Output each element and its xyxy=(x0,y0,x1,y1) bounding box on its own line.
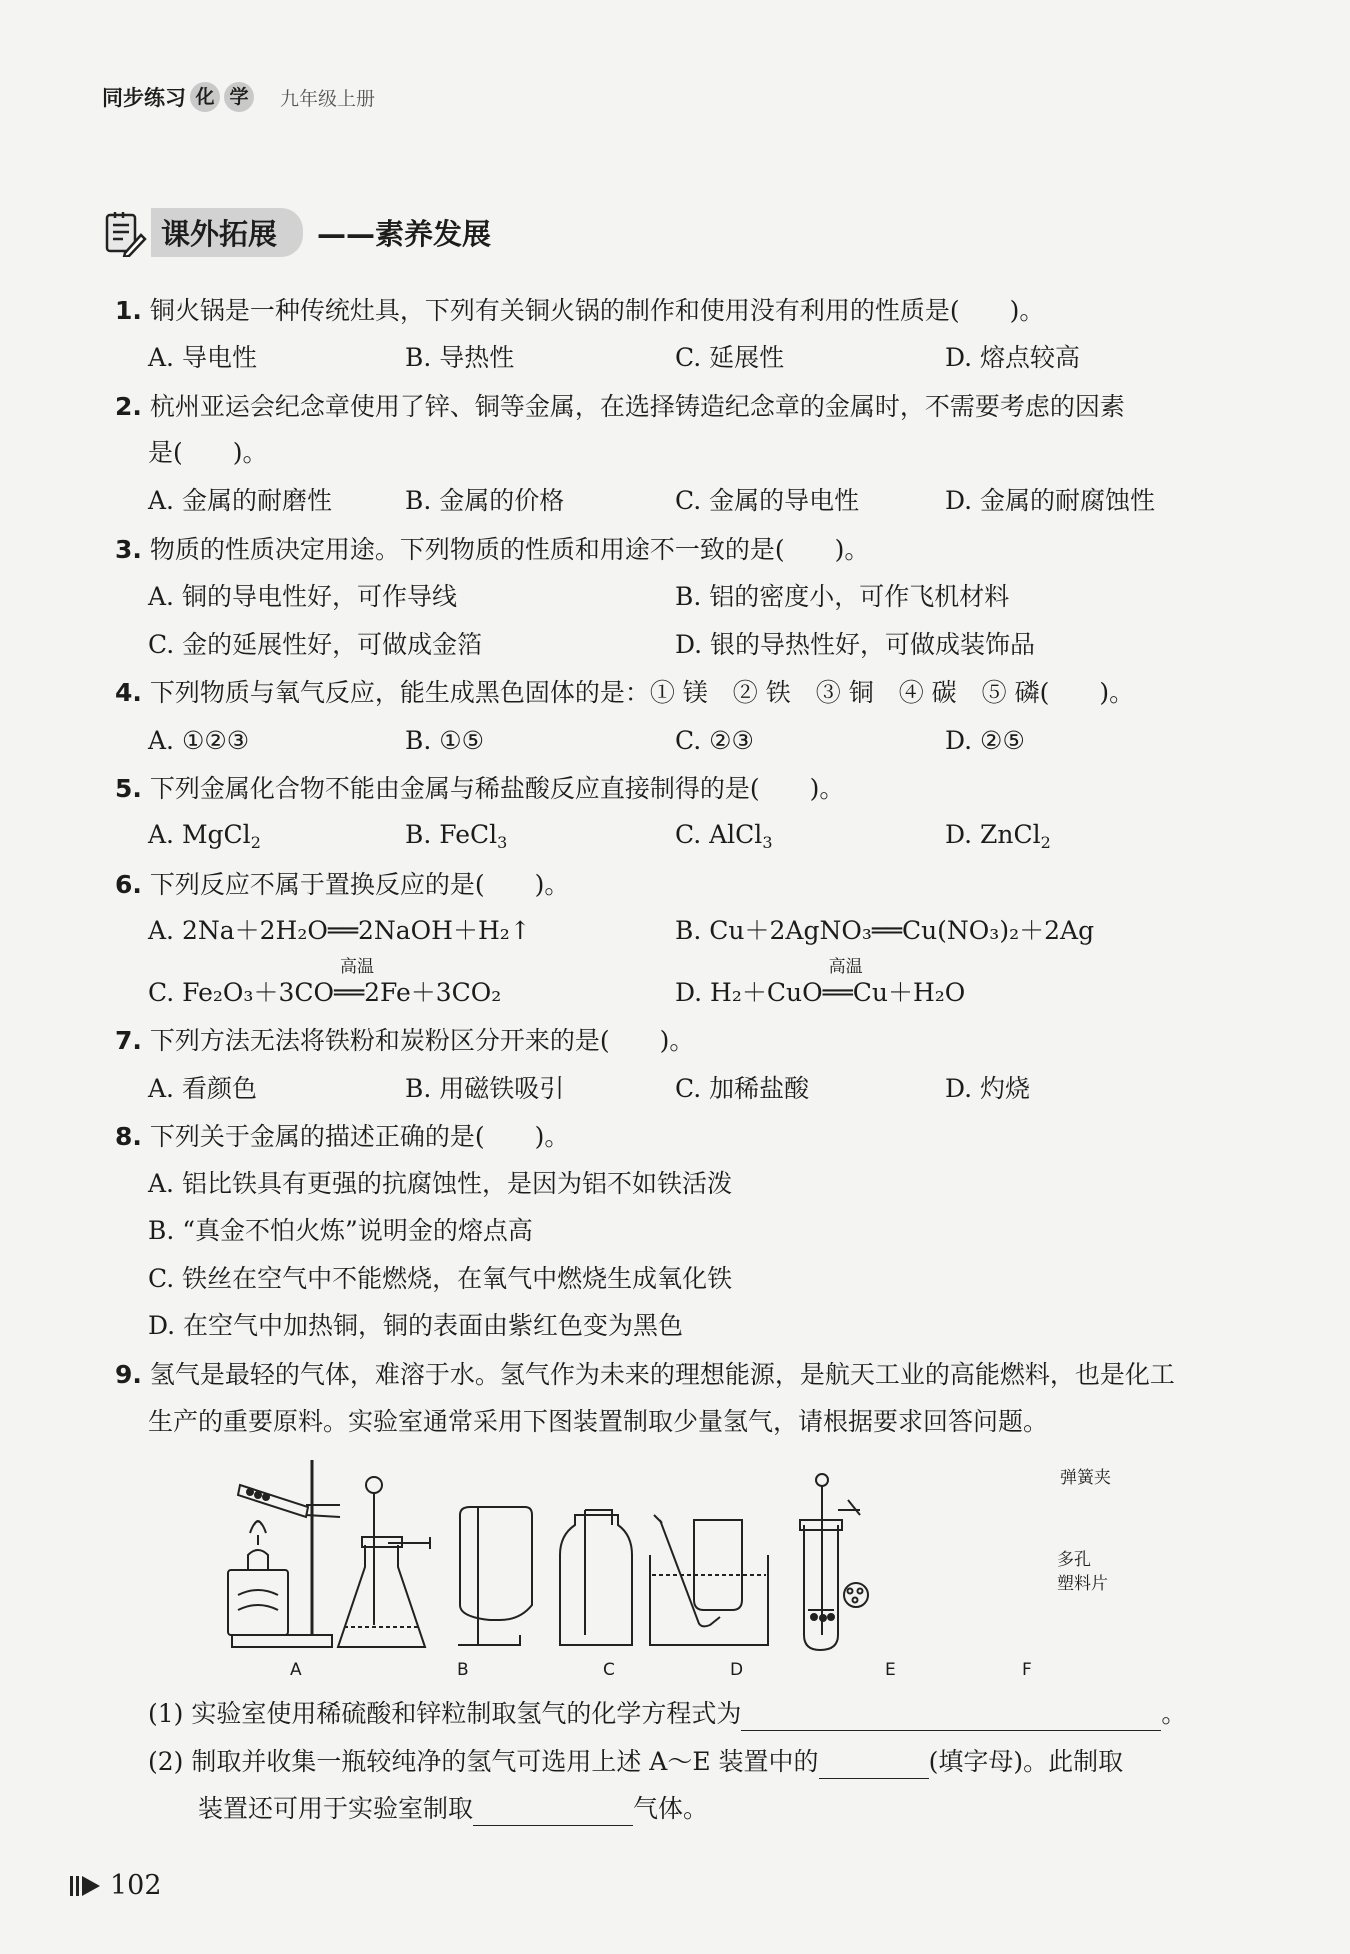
question-7: 7. 下列方法无法将铁粉和炭粉区分开来的是( )。 xyxy=(115,1026,695,1055)
fig-label-e: E xyxy=(885,1660,896,1680)
q4-option-b: B. ①⑤ xyxy=(405,726,485,755)
apparatus-b-flask xyxy=(338,1477,430,1647)
section-title xyxy=(103,208,491,257)
q1-option-b: B. 导热性 xyxy=(405,343,515,372)
question-5: 5. 下列金属化合物不能由金属与稀盐酸反应直接制得的是( )。 xyxy=(115,774,845,803)
q3-option-d: D. 银的导热性好，可做成装饰品 xyxy=(675,630,1036,659)
q5-option-d: D. ZnCl$_2$ xyxy=(945,820,1051,852)
q4-option-c: C. ②③ xyxy=(675,726,754,755)
q9-part-1: (1) 实验室使用稀硫酸和锌粒制取氢气的化学方程式为 。 xyxy=(148,1697,1186,1731)
q6-d-condition: 高温 xyxy=(828,957,863,977)
question-4: 4. 下列物质与氧气反应，能生成黑色固体的是：① 镁 ② 铁 ③ 铜 ④ 碳 ⑤ 磷( )。 xyxy=(115,678,1135,707)
q4-option-a: A. ①②③ xyxy=(148,726,250,755)
q2-option-b: B. 金属的价格 xyxy=(405,486,565,515)
apparatus-d-bottle xyxy=(560,1510,632,1645)
apparatus-e-trough xyxy=(650,1515,768,1645)
apparatus-figure xyxy=(220,1445,1160,1660)
q6-option-b: B. Cu＋2AgNO₃══Cu(NO₃)₂＋2Ag xyxy=(675,916,1095,945)
fig-note-plate-2: 塑料片 xyxy=(1057,1574,1108,1594)
q9-part-1-blank[interactable] xyxy=(741,1704,1161,1731)
fig-note-plate-1: 多孔 xyxy=(1057,1550,1091,1570)
fig-label-a: A xyxy=(290,1660,302,1680)
q2-option-c: C. 金属的导电性 xyxy=(675,486,860,515)
section-title-main: 课外拓展 xyxy=(151,208,303,257)
q7-option-d: D. 灼烧 xyxy=(945,1074,1031,1103)
notepad-pencil-icon xyxy=(103,209,147,257)
question-9: 9. 氢气是最轻的气体，难溶于水。氢气作为未来的理想能源，是航天工业的高能燃料，也是化工 xyxy=(115,1360,1175,1389)
apparatus-c-bottle xyxy=(458,1507,532,1645)
q4-option-d: D. ②⑤ xyxy=(945,726,1025,755)
q8-option-a: A. 铝比铁具有更强的抗腐蚀性，是因为铝不如铁活泼 xyxy=(148,1169,732,1198)
q9-part-2-cont: 装置还可用于实验室制取 气体。 xyxy=(198,1792,708,1826)
q9-part-2-blank-1[interactable] xyxy=(819,1752,929,1779)
page-header xyxy=(102,82,375,112)
fig-label-d: D xyxy=(730,1660,744,1680)
page-number: 102 xyxy=(70,1870,162,1901)
question-3: 3. 物质的性质决定用途。下列物质的性质和用途不一致的是( )。 xyxy=(115,535,870,564)
q6-c-condition: 高温 xyxy=(339,957,374,977)
q1-option-c: C. 延展性 xyxy=(675,343,785,372)
grade-label: 九年级上册 xyxy=(280,87,376,110)
q2-option-a: A. 金属的耐磨性 xyxy=(148,486,332,515)
q9-part-2: (2) 制取并收集一瓶较纯净的氢气可选用上述 A～E 装置中的 (填字母)。此制取 xyxy=(148,1745,1123,1779)
q8-option-c: C. 铁丝在空气中不能燃烧，在氧气中燃烧生成氧化铁 xyxy=(148,1264,733,1293)
q3-option-c: C. 金的延展性好，可做成金箔 xyxy=(148,630,483,659)
question-6: 6. 下列反应不属于置换反应的是( )。 xyxy=(115,870,570,899)
question-1: 1. 铜火锅是一种传统灶具，下列有关铜火锅的制作和使用没有利用的性质是( )。 xyxy=(115,296,1045,325)
q6-option-c: C. Fe₂O₃＋3CO══ 高温 2Fe＋3CO₂ xyxy=(148,976,501,1010)
q7-option-a: A. 看颜色 xyxy=(148,1074,257,1103)
section-subtitle: ——素养发展 xyxy=(317,217,492,251)
q7-option-c: C. 加稀盐酸 xyxy=(675,1074,810,1103)
question-2-cont: 是( )。 xyxy=(148,438,268,467)
q5-option-a: A. MgCl$_2$ xyxy=(148,820,261,852)
fig-label-f: F xyxy=(1022,1660,1032,1680)
apparatus-a-heating xyxy=(228,1460,340,1647)
book-series-title: 同步练习 xyxy=(102,86,186,110)
q8-option-d: D. 在空气中加热铜，铜的表面由紫红色变为黑色 xyxy=(148,1311,684,1340)
apparatus-f-generator xyxy=(800,1474,868,1650)
q5-option-b: B. FeCl$_3$ xyxy=(405,820,508,852)
q6-option-a: A. 2Na＋2H₂O══2NaOH＋H₂↑ xyxy=(148,916,531,945)
q2-option-d: D. 金属的耐腐蚀性 xyxy=(945,486,1156,515)
q6-option-d: D. H₂＋CuO══ 高温 Cu＋H₂O xyxy=(675,976,965,1010)
fig-note-spring-clip: 弹簧夹 xyxy=(1060,1468,1111,1488)
q1-option-d: D. 熔点较高 xyxy=(945,343,1081,372)
fig-label-c: C xyxy=(603,1660,615,1680)
q3-option-a: A. 铜的导电性好，可作导线 xyxy=(148,582,457,611)
subject-char-1: 化 xyxy=(190,82,220,112)
q9-part-2-blank-2[interactable] xyxy=(473,1799,633,1826)
question-8: 8. 下列关于金属的描述正确的是( )。 xyxy=(115,1122,570,1151)
page-arrow-icon xyxy=(70,1873,104,1899)
question-2: 2. 杭州亚运会纪念章使用了锌、铜等金属，在选择铸造纪念章的金属时，不需要考虑的因素 xyxy=(115,392,1125,421)
q5-option-c: C. AlCl$_3$ xyxy=(675,820,773,852)
subject-char-2: 学 xyxy=(224,82,254,112)
q1-option-a: A. 导电性 xyxy=(148,343,257,372)
q8-option-b: B. “真金不怕火炼”说明金的熔点高 xyxy=(148,1216,533,1245)
q7-option-b: B. 用磁铁吸引 xyxy=(405,1074,565,1103)
fig-label-b: B xyxy=(457,1660,469,1680)
question-9-cont: 生产的重要原料。实验室通常采用下图装置制取少量氢气，请根据要求回答问题。 xyxy=(148,1407,1049,1436)
q3-option-b: B. 铝的密度小，可作飞机材料 xyxy=(675,582,1010,611)
